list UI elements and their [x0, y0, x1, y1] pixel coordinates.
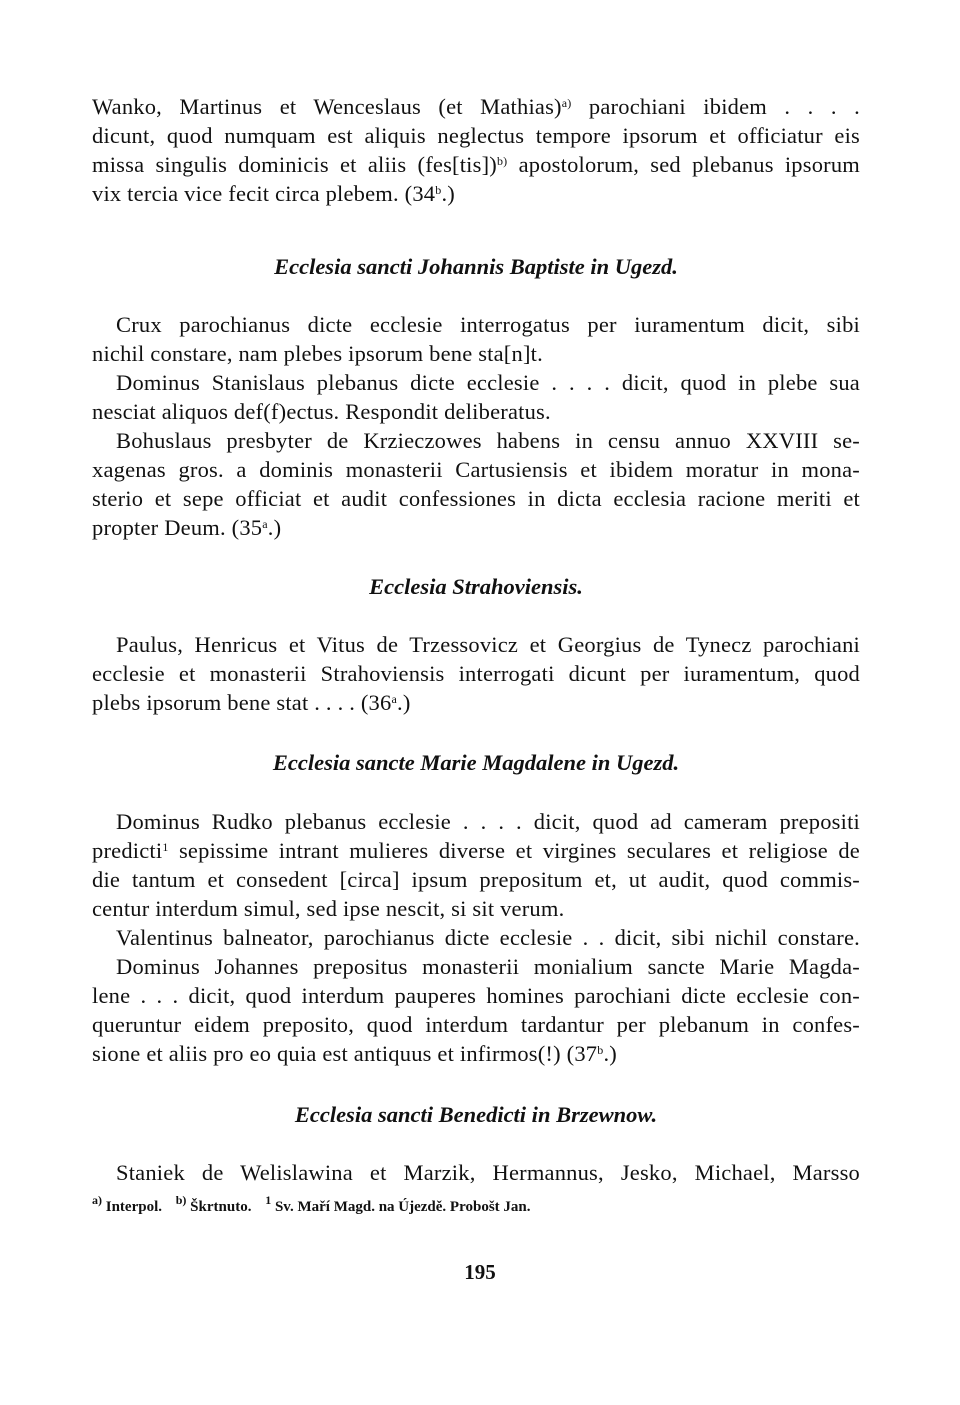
text-line: lene . . . dicit, quod interdum pauperes homines parochiani dicte ecclesie con- [92, 983, 860, 1008]
text-line: die tantum et consedent [circa] ipsum prepositum et, ut audit, quod commis- [92, 867, 860, 892]
folio-mark: a [262, 517, 268, 531]
text-fragment: plebs ipsorum bene stat . . . . (36 [92, 690, 392, 715]
text-fragment: propter Deum. (35 [92, 515, 263, 540]
text-fragment: sepissime intrant mulieres diverse et virgines seculares et religiose de [168, 838, 860, 863]
text-line: Valentinus balneator, parochianus dicte ecclesie . . dicit, sibi nichil constare. [116, 925, 860, 950]
paragraph-paulus [92, 630, 860, 717]
footnote-mark: b) [496, 154, 508, 168]
text-fragment: sione et aliis pro eo quia est antiquus et infirmos(!) (37 [92, 1041, 598, 1066]
text-line [92, 92, 860, 121]
paragraph-rudko [92, 807, 860, 923]
page-number: 195 [464, 1260, 496, 1284]
text-line [92, 836, 860, 865]
section-heading: Ecclesia sancti Johannis Baptiste in Ugezd. [274, 254, 678, 279]
text-line [92, 150, 860, 179]
text-fragment: .) [603, 1041, 617, 1066]
text-line [92, 688, 860, 717]
text-line: Staniek de Welislawina et Marzik, Hermannus, Jesko, Michael, Marsso [116, 1160, 860, 1185]
footnote-1 [265, 1193, 531, 1215]
text-line [92, 513, 860, 542]
folio-mark: a [391, 692, 397, 706]
text-line [92, 179, 860, 208]
footnote-text: Interpol. [102, 1199, 162, 1215]
text-fragment: .) [267, 515, 282, 540]
text-line: xagenas gros. a dominis monasterii Cartusiensis et ibidem moratur in mona- [92, 457, 860, 482]
section-heading: Ecclesia sancte Marie Magdalene in Ugezd. [272, 750, 680, 775]
footnotes [92, 1193, 860, 1218]
footnote-b [175, 1193, 252, 1215]
text-line: nichil constare, nam plebes ipsorum bene sta[n]t. [92, 341, 543, 366]
paragraph-crux [92, 310, 860, 368]
text-line: sterio et sepe officiat et audit confessiones in dicta ecclesia racione meriti et [92, 486, 860, 511]
text-fragment: apostolorum, sed plebanus ipsorum [507, 152, 861, 177]
footnote-mark: 1 [265, 1193, 272, 1207]
paragraph-bohuslaus [92, 426, 860, 542]
text-fragment: missa singulis dominicis et aliis (fes[tis]) [92, 152, 497, 177]
text-line: Crux parochianus dicte ecclesie interrogatus per iuramentum dicit, sibi [116, 312, 860, 337]
folio-mark: b [597, 1043, 604, 1057]
footnote-a [92, 1193, 162, 1215]
text-line: nesciat aliquos def(f)ectus. Respondit deliberatus. [92, 399, 551, 424]
footnote-mark: b) [175, 1193, 187, 1207]
text-fragment: parochiani ibidem . . . . [571, 94, 860, 119]
paragraph-johannes [92, 952, 860, 1068]
section-heading: Ecclesia Strahoviensis. [369, 574, 583, 599]
footnote-text: Sv. Maří Magd. na Újezdě. Probošt Jan. [271, 1199, 531, 1215]
footnote-mark: 1 [162, 840, 169, 854]
folio-mark: b [435, 183, 442, 197]
section-heading: Ecclesia sancti Benedicti in Brzewnow. [294, 1102, 658, 1127]
text-fragment: .) [397, 690, 411, 715]
text-line: dicunt, quod numquam est aliquis neglectus tempore ipsorum et officiatur eis [92, 123, 860, 148]
text-fragment: .) [441, 181, 455, 206]
text-line: ecclesie et monasterii Strahoviensis interrogati dicunt per iuramentum, quod [92, 661, 860, 686]
footnote-mark: a) [92, 1193, 102, 1207]
text-line: Dominus Stanislaus plebanus dicte ecclesie . . . . dicit, quod in plebe sua [116, 370, 860, 395]
paragraph-valentinus [92, 923, 860, 952]
text-fragment: Wanko, Martinus et Wenceslaus (et Mathias) [92, 94, 562, 119]
text-fragment: vix tercia vice fecit circa plebem. (34 [92, 181, 436, 206]
paragraph-wanko [92, 92, 860, 208]
text-line: Bohuslaus presbyter de Krzieczowes habens in censu annuo XXVIII se- [116, 428, 860, 453]
text-line: Paulus, Henricus et Vitus de Trzessovicz et Georgius de Tynecz parochiani [116, 632, 860, 657]
footnote-text: Škrtnuto. [186, 1199, 252, 1215]
paragraph-stanislaus [92, 368, 860, 426]
footnote-mark: a) [561, 96, 572, 110]
text-line: queruntur eidem preposito, quod interdum tardantur per plebanum in confes- [92, 1012, 860, 1037]
text-fragment: predicti [92, 838, 163, 863]
text-line: Dominus Johannes prepositus monasterii monialium sancte Marie Magda- [116, 954, 860, 979]
paragraph-staniek [92, 1158, 860, 1187]
text-line [92, 1039, 860, 1068]
text-line: centur interdum simul, sed ipse nescit, si sit verum. [92, 896, 565, 921]
text-line: Dominus Rudko plebanus ecclesie . . . . dicit, quod ad cameram prepositi [116, 809, 860, 834]
